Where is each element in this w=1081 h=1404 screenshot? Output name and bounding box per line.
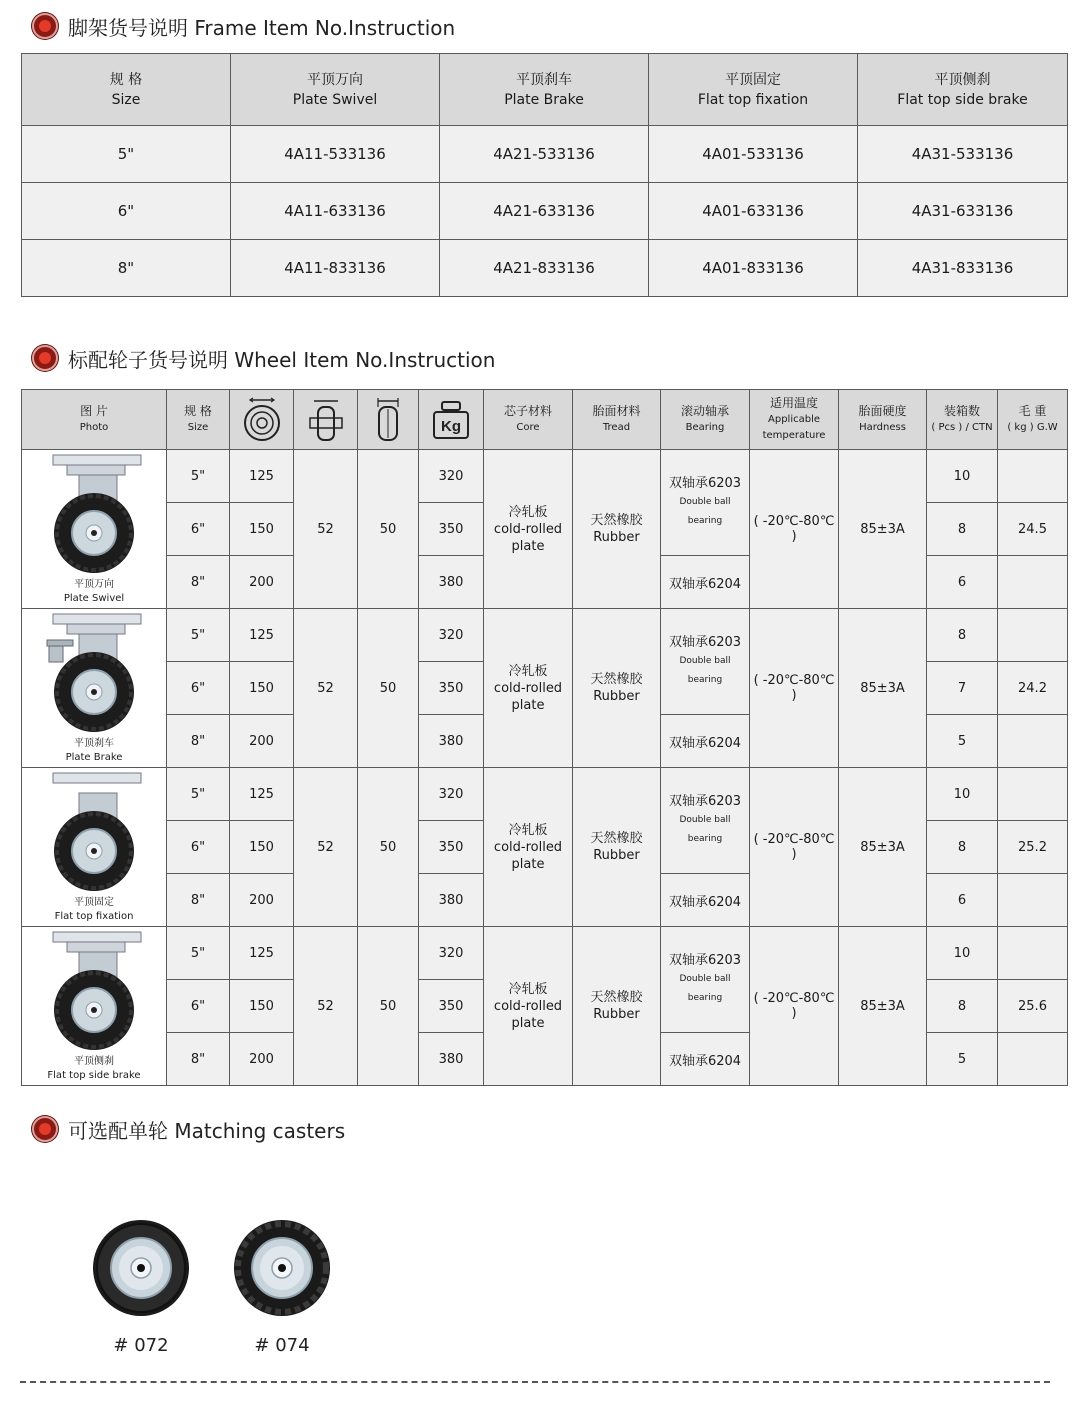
table-cell: 6" xyxy=(22,183,231,240)
height-cell: 50 xyxy=(358,609,419,768)
bearing-a-cell: 双轴承6203 Double ball bearing xyxy=(661,927,750,1033)
size-cell: 6" xyxy=(167,503,230,556)
dashed-divider xyxy=(20,1381,1050,1383)
table-row xyxy=(22,183,1068,240)
caster-caption-en: Plate Brake xyxy=(65,752,123,763)
frame-header-flat-top-side-brake: 平顶侧刹 Flat top side brake xyxy=(858,54,1068,126)
temperature-cell: ( -20℃-80℃ ) xyxy=(750,768,839,927)
load-cell: 350 xyxy=(419,821,484,874)
ctn-cell: 8 xyxy=(927,609,998,662)
diameter-cell: 150 xyxy=(230,662,294,715)
header-size: 规 格 Size xyxy=(167,390,230,450)
core-cell: 冷轧板 cold-rolled plate xyxy=(484,927,573,1086)
wheel-diameter-icon xyxy=(242,397,282,443)
size-cell: 5" xyxy=(167,450,230,503)
frame-item-table xyxy=(21,53,1068,297)
table-cell: 4A31-533136 xyxy=(858,126,1068,183)
frame-header-plate-brake: 平顶刹车 Plate Brake xyxy=(440,54,649,126)
size-cell: 6" xyxy=(167,980,230,1033)
size-cell: 8" xyxy=(167,556,230,609)
table-cell: 4A11-833136 xyxy=(231,240,440,297)
table-cell: 4A31-633136 xyxy=(858,183,1068,240)
ctn-cell: 10 xyxy=(927,768,998,821)
load-cell: 350 xyxy=(419,662,484,715)
load-cell: 350 xyxy=(419,980,484,1033)
section-bullet-icon xyxy=(32,1116,58,1142)
hardness-cell: 85±3A xyxy=(839,768,927,927)
empty-cell xyxy=(998,715,1068,768)
ctn-cell: 10 xyxy=(927,450,998,503)
diameter-cell: 125 xyxy=(230,609,294,662)
ctn-cell: 10 xyxy=(927,927,998,980)
caster-caption-en: Flat top side brake xyxy=(47,1070,141,1081)
core-cell: 冷轧板 cold-rolled plate xyxy=(484,609,573,768)
caster-caption-cn: 平顶万向 xyxy=(74,579,114,590)
tread-cell: 天然橡胶 Rubber xyxy=(573,768,661,927)
bearing-b-cell: 双轴承6204 xyxy=(661,874,750,927)
caster-code-label: # 074 xyxy=(254,1335,310,1356)
header-temperature: 适用温度 Applicable temperature xyxy=(750,390,839,450)
frame-section-header xyxy=(32,11,455,41)
header-hardness: 胎面硬度 Hardness xyxy=(839,390,927,450)
size-cell: 5" xyxy=(167,768,230,821)
height-cell: 50 xyxy=(358,768,419,927)
matching-caster-072 xyxy=(90,1215,192,1356)
diameter-cell: 150 xyxy=(230,821,294,874)
ctn-cell: 8 xyxy=(927,980,998,1033)
table-cell: 4A01-533136 xyxy=(649,126,858,183)
caster-caption-cn: 平顶固定 xyxy=(74,897,114,908)
bearing-a-cell: 双轴承6203 Double ball bearing xyxy=(661,768,750,874)
table-row xyxy=(22,240,1068,297)
width-cell: 52 xyxy=(294,768,358,927)
gross-weight-cell: 24.2 xyxy=(998,662,1068,715)
header-tread: 胎面材料 Tread xyxy=(573,390,661,450)
bearing-b-cell: 双轴承6204 xyxy=(661,715,750,768)
wheel-section-header xyxy=(32,343,495,373)
weight-kg-icon xyxy=(430,399,472,441)
caster-photo-cell xyxy=(22,927,167,1086)
hardness-cell: 85±3A xyxy=(839,609,927,768)
width-cell: 52 xyxy=(294,450,358,609)
matching-section-title: 可选配单轮 Matching casters xyxy=(68,1118,346,1143)
core-cell: 冷轧板 cold-rolled plate xyxy=(484,450,573,609)
ctn-cell: 8 xyxy=(927,503,998,556)
table-row xyxy=(22,768,1068,821)
caster-photo-cell xyxy=(22,450,167,609)
load-cell: 350 xyxy=(419,503,484,556)
caster-wheel-074-image xyxy=(231,1215,333,1321)
header-core: 芯子材料 Core xyxy=(484,390,573,450)
bearing-b-cell: 双轴承6204 xyxy=(661,556,750,609)
ctn-cell: 7 xyxy=(927,662,998,715)
section-bullet-icon xyxy=(32,13,58,39)
caster-code-label: # 072 xyxy=(113,1335,169,1356)
size-cell: 8" xyxy=(167,715,230,768)
caster-photo xyxy=(22,610,166,735)
header-height xyxy=(358,390,419,450)
size-cell: 5" xyxy=(167,609,230,662)
bearing-a-cell: 双轴承6203 Double ball bearing xyxy=(661,609,750,715)
diameter-cell: 200 xyxy=(230,715,294,768)
gross-weight-cell: 25.2 xyxy=(998,821,1068,874)
empty-cell xyxy=(998,927,1068,980)
table-cell: 4A21-533136 xyxy=(440,126,649,183)
width-cell: 52 xyxy=(294,609,358,768)
size-cell: 6" xyxy=(167,662,230,715)
size-cell: 6" xyxy=(167,821,230,874)
header-diameter xyxy=(230,390,294,450)
load-cell: 320 xyxy=(419,609,484,662)
table-cell: 8" xyxy=(22,240,231,297)
caster-photo-cell xyxy=(22,609,167,768)
empty-cell xyxy=(998,609,1068,662)
table-row xyxy=(22,450,1068,503)
load-cell: 380 xyxy=(419,715,484,768)
table-cell: 4A11-533136 xyxy=(231,126,440,183)
caster-caption-en: Plate Swivel xyxy=(63,593,125,604)
matching-section-header xyxy=(32,1114,345,1144)
load-cell: 380 xyxy=(419,556,484,609)
wheel-height-icon xyxy=(368,397,408,443)
size-cell: 8" xyxy=(167,1033,230,1086)
caster-caption-cn: 平顶刹车 xyxy=(74,738,114,749)
header-width xyxy=(294,390,358,450)
load-cell: 380 xyxy=(419,1033,484,1086)
wheel-width-icon xyxy=(306,397,346,443)
diameter-cell: 125 xyxy=(230,450,294,503)
temperature-cell: ( -20℃-80℃ ) xyxy=(750,609,839,768)
frame-header-plate-swivel: 平顶万向 Plate Swivel xyxy=(231,54,440,126)
caster-caption-en: Flat top fixation xyxy=(54,911,134,922)
bearing-a-cell: 双轴承6203 Double ball bearing xyxy=(661,450,750,556)
svg-text:Kg: Kg xyxy=(441,417,461,435)
header-gross-weight: 毛 重 ( kg ) G.W xyxy=(998,390,1068,450)
wheel-item-table xyxy=(21,389,1068,1086)
table-cell: 4A01-633136 xyxy=(649,183,858,240)
empty-cell xyxy=(998,450,1068,503)
temperature-cell: ( -20℃-80℃ ) xyxy=(750,450,839,609)
load-cell: 380 xyxy=(419,874,484,927)
temperature-cell: ( -20℃-80℃ ) xyxy=(750,927,839,1086)
empty-cell xyxy=(998,556,1068,609)
load-cell: 320 xyxy=(419,927,484,980)
caster-caption-cn: 平顶侧刹 xyxy=(74,1056,114,1067)
header-load xyxy=(419,390,484,450)
table-cell: 4A21-633136 xyxy=(440,183,649,240)
header-ctn: 装箱数 ( Pcs ) / CTN xyxy=(927,390,998,450)
caster-photo xyxy=(22,928,166,1053)
ctn-cell: 5 xyxy=(927,1033,998,1086)
table-cell: 5" xyxy=(22,126,231,183)
frame-section-title: 脚架货号说明 Frame Item No.Instruction xyxy=(68,15,456,40)
table-cell: 4A01-833136 xyxy=(649,240,858,297)
height-cell: 50 xyxy=(358,927,419,1086)
table-row xyxy=(22,927,1068,980)
load-cell: 320 xyxy=(419,768,484,821)
frame-header-size: 规 格 Size xyxy=(22,54,231,126)
table-row xyxy=(22,126,1068,183)
diameter-cell: 200 xyxy=(230,556,294,609)
diameter-cell: 125 xyxy=(230,927,294,980)
diameter-cell: 150 xyxy=(230,980,294,1033)
hardness-cell: 85±3A xyxy=(839,450,927,609)
load-cell: 320 xyxy=(419,450,484,503)
empty-cell xyxy=(998,874,1068,927)
header-photo: 图 片 Photo xyxy=(22,390,167,450)
size-cell: 8" xyxy=(167,874,230,927)
ctn-cell: 5 xyxy=(927,715,998,768)
wheel-section-title: 标配轮子货号说明 Wheel Item No.Instruction xyxy=(68,347,496,372)
caster-photo-cell xyxy=(22,768,167,927)
tread-cell: 天然橡胶 Rubber xyxy=(573,927,661,1086)
empty-cell xyxy=(998,1033,1068,1086)
bearing-b-cell: 双轴承6204 xyxy=(661,1033,750,1086)
tread-cell: 天然橡胶 Rubber xyxy=(573,609,661,768)
header-bearing: 滚动轴承 Bearing xyxy=(661,390,750,450)
tread-cell: 天然橡胶 Rubber xyxy=(573,450,661,609)
table-cell: 4A21-833136 xyxy=(440,240,649,297)
diameter-cell: 200 xyxy=(230,1033,294,1086)
core-cell: 冷轧板 cold-rolled plate xyxy=(484,768,573,927)
matching-caster-074 xyxy=(231,1215,333,1356)
diameter-cell: 150 xyxy=(230,503,294,556)
table-cell: 4A11-633136 xyxy=(231,183,440,240)
gross-weight-cell: 25.6 xyxy=(998,980,1068,1033)
section-bullet-icon xyxy=(32,345,58,371)
ctn-cell: 6 xyxy=(927,556,998,609)
diameter-cell: 200 xyxy=(230,874,294,927)
empty-cell xyxy=(998,768,1068,821)
width-cell: 52 xyxy=(294,927,358,1086)
ctn-cell: 6 xyxy=(927,874,998,927)
caster-wheel-072-image xyxy=(90,1215,192,1321)
size-cell: 5" xyxy=(167,927,230,980)
hardness-cell: 85±3A xyxy=(839,927,927,1086)
height-cell: 50 xyxy=(358,450,419,609)
table-row xyxy=(22,609,1068,662)
frame-table-header-row xyxy=(22,54,1068,126)
diameter-cell: 125 xyxy=(230,768,294,821)
caster-photo xyxy=(22,451,166,576)
caster-photo xyxy=(22,769,166,894)
table-cell: 4A31-833136 xyxy=(858,240,1068,297)
wheel-table-header-row xyxy=(22,390,1068,450)
gross-weight-cell: 24.5 xyxy=(998,503,1068,556)
frame-header-flat-top-fixation: 平顶固定 Flat top fixation xyxy=(649,54,858,126)
ctn-cell: 8 xyxy=(927,821,998,874)
